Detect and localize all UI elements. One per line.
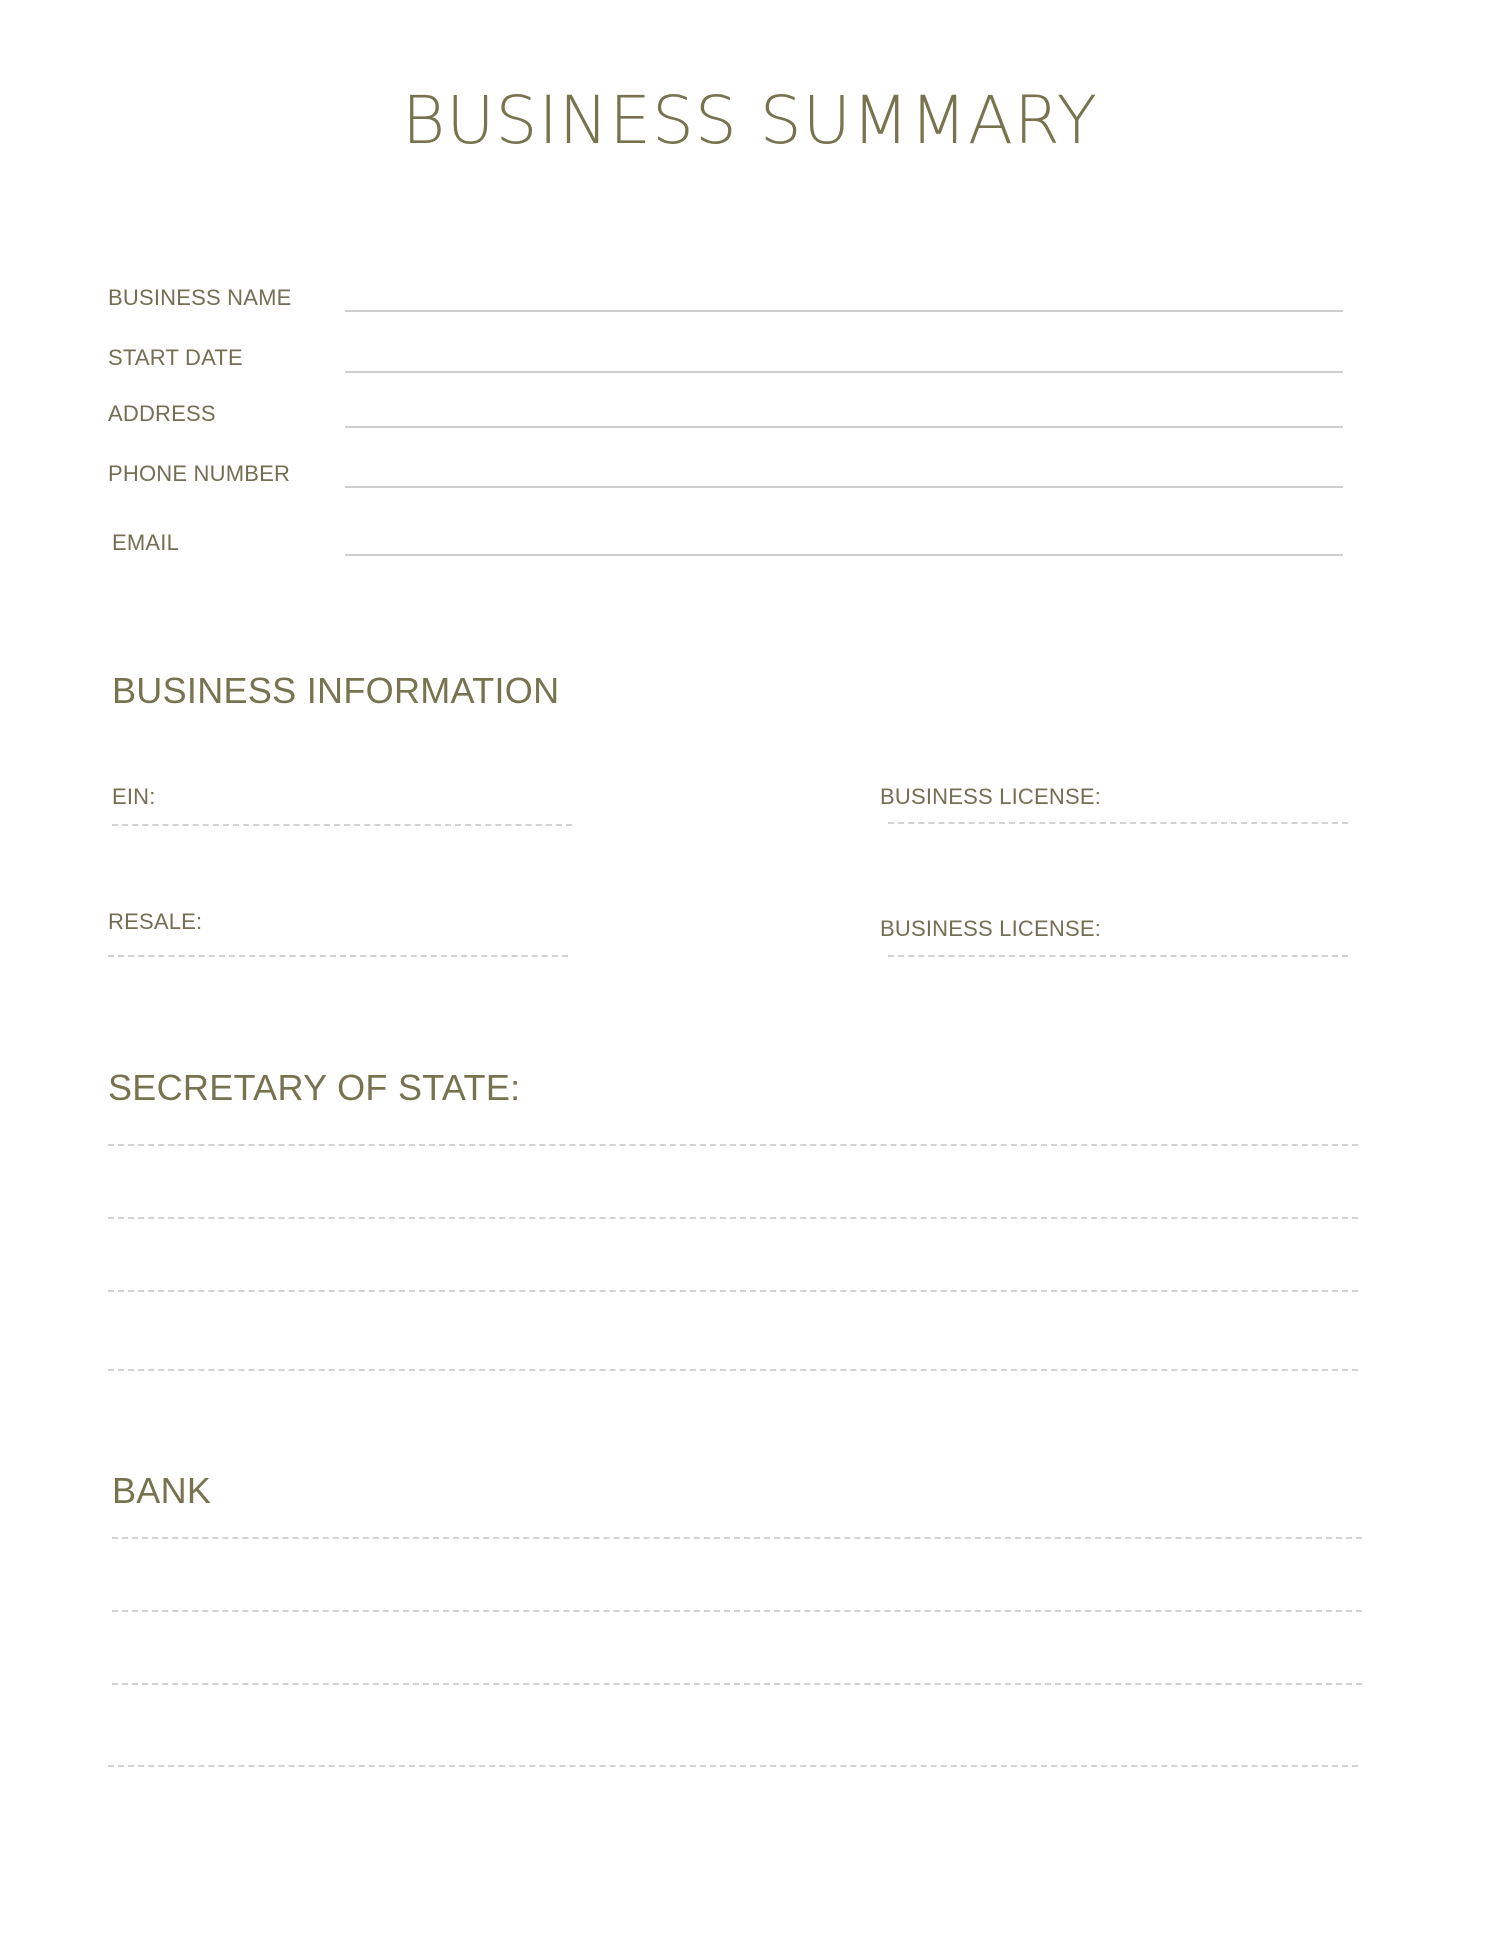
start-date-label: START DATE [108,345,243,370]
resale-line[interactable] [108,955,568,957]
business-license-line-1[interactable] [888,822,1348,824]
secretary-of-state-line-2[interactable] [108,1217,1358,1219]
ein-line[interactable] [112,824,572,826]
bank-line-3[interactable] [112,1683,1362,1685]
secretary-of-state-line-1[interactable] [108,1144,1358,1146]
address-line[interactable] [345,426,1343,428]
email-label: EMAIL [112,530,180,555]
phone-number-label: PHONE NUMBER [108,461,291,486]
phone-number-line[interactable] [345,486,1343,488]
start-date-line[interactable] [345,371,1343,373]
secretary-of-state-heading: SECRETARY OF STATE: [108,1067,521,1108]
business-license-label-2: BUSINESS LICENSE: [880,916,1102,941]
bank-heading: BANK [112,1470,212,1511]
secretary-of-state-line-4[interactable] [108,1369,1358,1371]
secretary-of-state-line-3[interactable] [108,1290,1358,1292]
business-license-line-2[interactable] [888,955,1348,957]
page-title: BUSINESS SUMMARY [402,82,1098,159]
email-line[interactable] [345,554,1343,556]
business-license-label-1: BUSINESS LICENSE: [880,784,1102,809]
business-name-label: BUSINESS NAME [108,285,292,310]
ein-label: EIN: [112,784,156,809]
business-name-line[interactable] [345,310,1343,312]
bank-line-2[interactable] [112,1610,1362,1612]
address-label: ADDRESS [108,401,216,426]
bank-line-1[interactable] [112,1537,1362,1539]
business-information-heading: BUSINESS INFORMATION [112,670,560,711]
bank-line-4[interactable] [108,1765,1358,1767]
resale-label: RESALE: [108,909,203,934]
